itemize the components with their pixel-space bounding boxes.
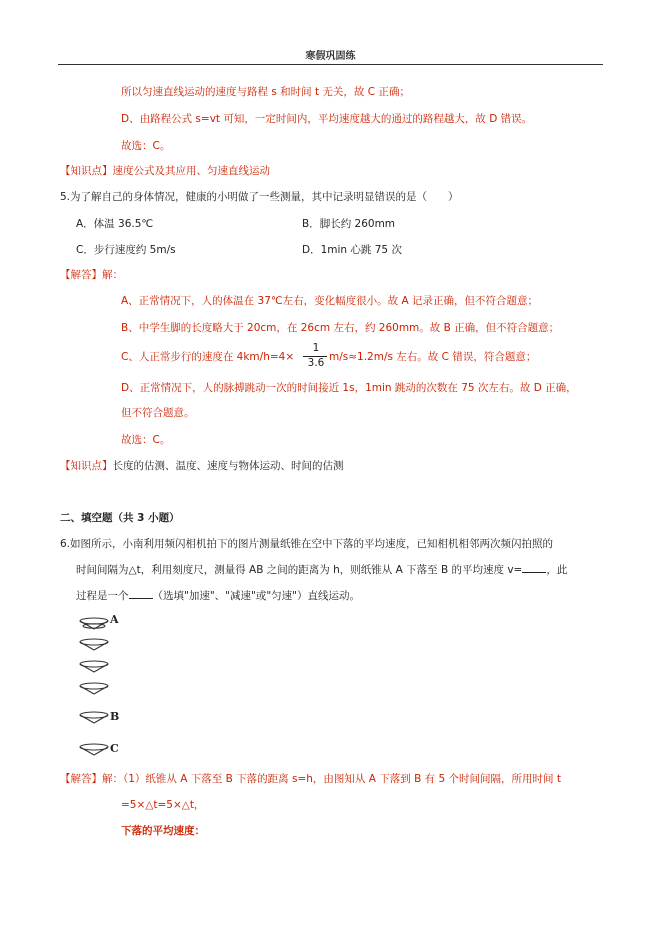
cone-4 — [80, 683, 108, 694]
q5-answer-d: D、正常情况下，人的脉搏跳动一次的时间接近 1s，1min 跳动的次数在 75 次左右。故 D 正确， — [121, 382, 577, 394]
q5-answer-b: B、中学生脚的长度略大于 20cm，在 26cm 左右，约 260mm。故 B 正确，但不符合题意； — [121, 322, 560, 334]
answer-prefix: 解： — [102, 269, 123, 281]
fraction-numerator: 1 — [312, 342, 320, 354]
fraction-denominator: 3.6 — [307, 357, 325, 369]
answer-prefix: 解： — [102, 773, 123, 785]
page-header-title: 寒假巩固练 — [305, 51, 356, 62]
q6-answer-line-2: =5×△t=5×△t， — [121, 799, 205, 811]
prev-answer-line-3: 故选：C。 — [121, 140, 171, 152]
q6-line-3-post: （选填"加速"、"减速"或"匀速"）直线运动。 — [152, 590, 360, 602]
q6-line-3-pre: 过程是一个 — [76, 590, 129, 602]
answer-blank-1[interactable] — [522, 562, 546, 573]
q5-option-c: C．步行速度约 5m/s — [76, 244, 176, 256]
q6-answer-line-3: 下落的平均速度： — [121, 825, 205, 837]
cone-c — [80, 744, 108, 755]
q5-knowledge-line — [60, 458, 344, 473]
q6-answer-line-1: （1）纸锥从 A 下落至 B 下落的距离 s=h，由图知从 A 下落到 B 有 5 个时间间隔，所用时间 t — [123, 773, 561, 785]
cone-3 — [80, 661, 108, 672]
knowledge-tag: 【知识点】 — [60, 460, 113, 472]
label-a: A — [110, 613, 119, 626]
header-rule — [58, 64, 603, 65]
q6-answer-heading — [60, 771, 561, 786]
q5-answer-a: A、正常情况下，人的体温在 37℃左右，变化幅度很小。故 A 记录正确，但不符合题意； — [121, 295, 539, 307]
q6-line-2-post: ，此 — [546, 564, 568, 576]
q5-stem: 5.为了解自己的身体情况，健康的小明做了一些测量，其中记录明显错误的是（ ） — [60, 191, 459, 203]
q5-answer-c-pre: C、人正常步行的速度在 4km/h=4× — [121, 351, 295, 363]
falling-cone-figure — [74, 612, 134, 762]
section-title: 二、填空题（共 3 小题） — [60, 512, 180, 524]
q5-answer-c-post: m/s≈1.2m/s 左右。故 C 错误，符合题意； — [329, 351, 537, 363]
q5-option-d: D．1min 心跳 75 次 — [302, 244, 402, 256]
prev-answer-line-2: D、由路程公式 s=vt 可知，一定时间内，平均速度越大的通过的路程越大，故 D 错误。 — [121, 113, 533, 125]
q5-answer-heading — [60, 267, 123, 282]
q6-line-2 — [76, 562, 567, 577]
answer-blank-2[interactable] — [129, 588, 153, 599]
knowledge-text: 长度的估测、温度、速度与物体运动、时间的估测 — [112, 460, 344, 472]
label-c: C — [110, 742, 119, 755]
q5-option-b: B．脚长约 260mm — [302, 218, 396, 230]
q5-answer-d-cont: 但不符合题意。 — [121, 407, 195, 419]
knowledge-tag: 【知识点】 — [60, 165, 113, 177]
prev-answer-line-1: 所以匀速直线运动的速度与路程 s 和时间 t 无关，故 C 正确； — [121, 86, 410, 98]
answer-tag: 【解答】 — [60, 269, 102, 281]
prev-knowledge-line — [60, 163, 270, 178]
cone-b — [80, 712, 108, 723]
q6-line-2-pre: 时间间隔为△t，利用刻度尺，测量得 AB 之间的距离为 h，则纸锥从 A 下落至 B 的平均速度 v= — [76, 564, 523, 576]
q5-answer-choice: 故选：C。 — [121, 434, 171, 446]
q6-line-1: 6.如图所示，小南利用频闪相机拍下的图片测量纸锥在空中下落的平均速度，已知相机相邻两次频闪拍照的 — [60, 538, 554, 550]
cone-a — [80, 618, 108, 629]
q5-option-a: A．体温 36.5℃ — [76, 218, 154, 230]
answer-tag: 【解答】 — [60, 773, 102, 785]
q6-line-3 — [76, 588, 360, 603]
label-b: B — [110, 710, 120, 723]
knowledge-text: 速度公式及其应用、匀速直线运动 — [112, 165, 270, 177]
cone-2 — [80, 639, 108, 650]
